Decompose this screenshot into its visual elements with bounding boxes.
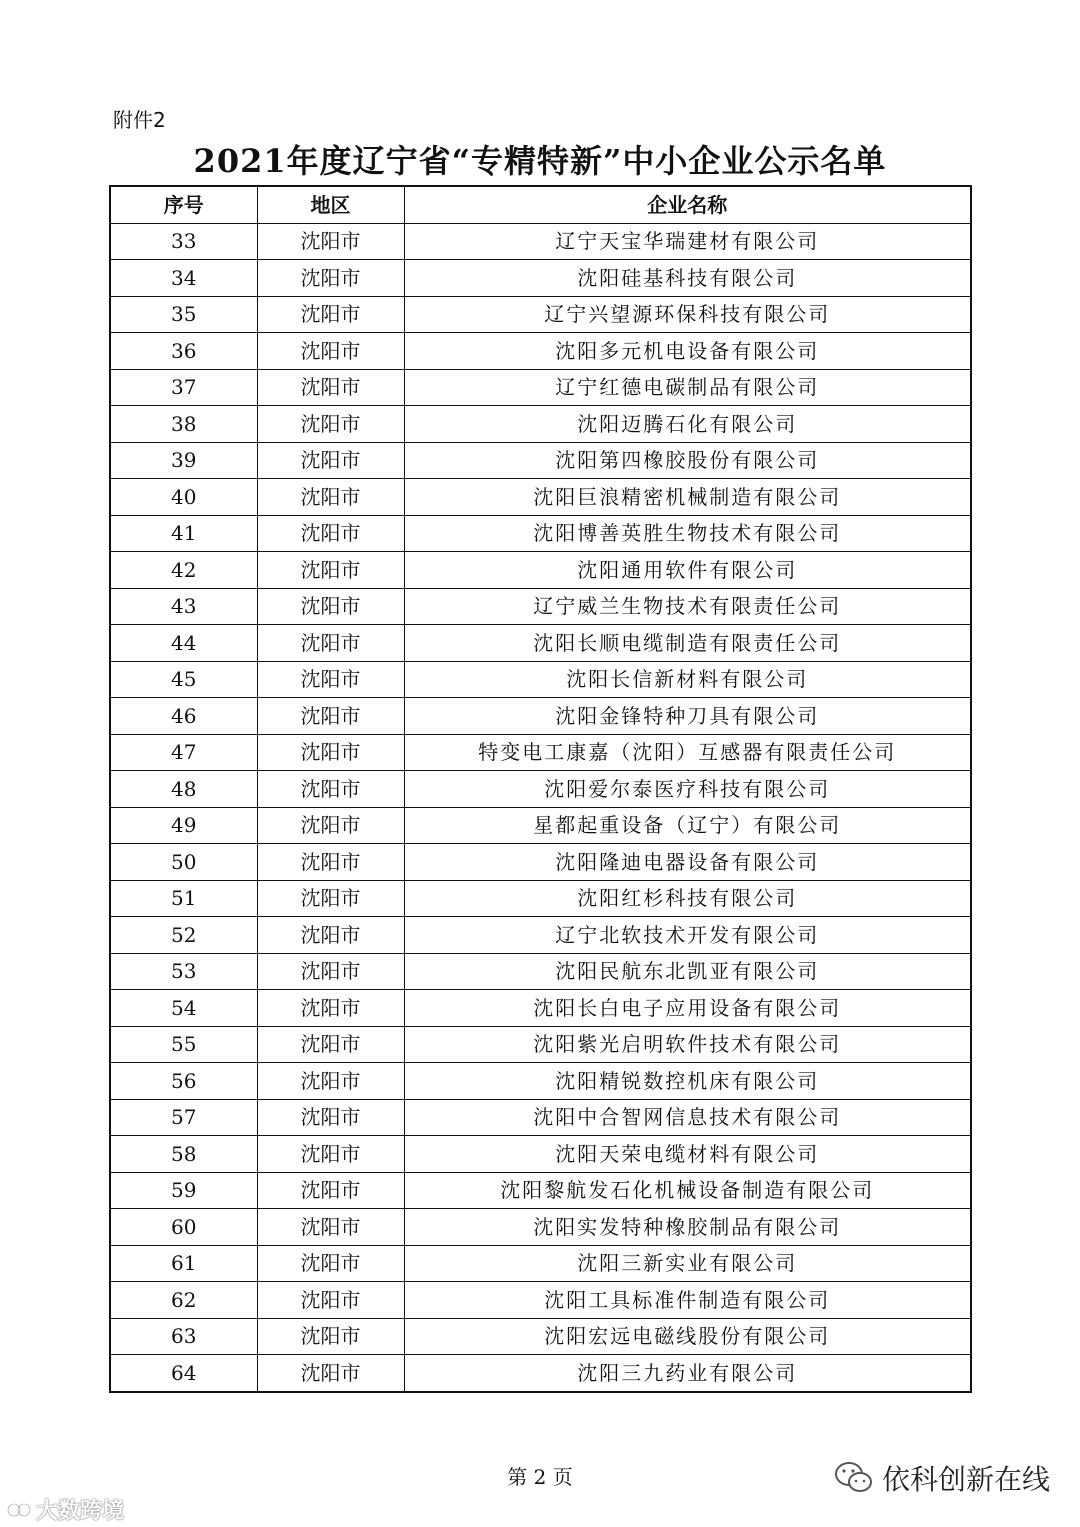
cell-number: 50 bbox=[110, 844, 257, 881]
table-row bbox=[110, 807, 971, 844]
cell-region: 沈阳市 bbox=[257, 807, 404, 844]
cell-number: 45 bbox=[110, 661, 257, 698]
cell-region: 沈阳市 bbox=[257, 588, 404, 625]
cell-company-name: 沈阳宏远电磁线股份有限公司 bbox=[404, 1318, 971, 1355]
table-row bbox=[110, 515, 971, 552]
cell-company-name: 沈阳爱尔泰医疗科技有限公司 bbox=[404, 771, 971, 808]
cell-company-name: 沈阳三新实业有限公司 bbox=[404, 1245, 971, 1282]
cell-number: 53 bbox=[110, 953, 257, 990]
cell-number: 44 bbox=[110, 625, 257, 662]
table-row bbox=[110, 844, 971, 881]
cell-region: 沈阳市 bbox=[257, 990, 404, 1027]
table-row bbox=[110, 698, 971, 735]
table-row bbox=[110, 406, 971, 443]
page-number: 第 2 页 bbox=[507, 1465, 573, 1489]
table-row bbox=[110, 260, 971, 297]
cell-number: 52 bbox=[110, 917, 257, 954]
cell-region: 沈阳市 bbox=[257, 917, 404, 954]
table-row bbox=[110, 1209, 971, 1246]
cell-region: 沈阳市 bbox=[257, 333, 404, 370]
cell-number: 38 bbox=[110, 406, 257, 443]
table-row bbox=[110, 552, 971, 589]
cell-company-name: 沈阳民航东北凯亚有限公司 bbox=[404, 953, 971, 990]
cell-region: 沈阳市 bbox=[257, 406, 404, 443]
table-row bbox=[110, 223, 971, 260]
cell-region: 沈阳市 bbox=[257, 260, 404, 297]
cell-region: 沈阳市 bbox=[257, 1245, 404, 1282]
cell-number: 34 bbox=[110, 260, 257, 297]
cell-company-name: 沈阳三九药业有限公司 bbox=[404, 1355, 971, 1392]
table-row bbox=[110, 917, 971, 954]
table-row bbox=[110, 1172, 971, 1209]
cell-region: 沈阳市 bbox=[257, 953, 404, 990]
cell-number: 49 bbox=[110, 807, 257, 844]
cell-number: 43 bbox=[110, 588, 257, 625]
cell-company-name: 沈阳中合智网信息技术有限公司 bbox=[404, 1099, 971, 1136]
cell-number: 58 bbox=[110, 1136, 257, 1173]
cell-number: 63 bbox=[110, 1318, 257, 1355]
cell-region: 沈阳市 bbox=[257, 661, 404, 698]
cell-company-name: 沈阳硅基科技有限公司 bbox=[404, 260, 971, 297]
cell-company-name: 星都起重设备（辽宁）有限公司 bbox=[404, 807, 971, 844]
cell-region: 沈阳市 bbox=[257, 1172, 404, 1209]
cell-region: 沈阳市 bbox=[257, 515, 404, 552]
cell-region: 沈阳市 bbox=[257, 1136, 404, 1173]
cell-company-name: 沈阳第四橡胶股份有限公司 bbox=[404, 442, 971, 479]
cell-number: 42 bbox=[110, 552, 257, 589]
cell-number: 39 bbox=[110, 442, 257, 479]
cell-company-name: 辽宁威兰生物技术有限责任公司 bbox=[404, 588, 971, 625]
wechat-icon bbox=[834, 1461, 874, 1495]
cell-company-name: 沈阳工具标准件制造有限公司 bbox=[404, 1282, 971, 1319]
cell-number: 41 bbox=[110, 515, 257, 552]
cell-region: 沈阳市 bbox=[257, 1026, 404, 1063]
cell-number: 48 bbox=[110, 771, 257, 808]
table-header-row bbox=[110, 186, 971, 223]
table-row bbox=[110, 625, 971, 662]
cell-number: 56 bbox=[110, 1063, 257, 1100]
cell-company-name: 特变电工康嘉（沈阳）互感器有限责任公司 bbox=[404, 734, 971, 771]
cell-number: 36 bbox=[110, 333, 257, 370]
cell-company-name: 沈阳黎航发石化机械设备制造有限公司 bbox=[404, 1172, 971, 1209]
watermark-left-text: 大数跨境 bbox=[36, 1499, 125, 1524]
table-row bbox=[110, 661, 971, 698]
cell-company-name: 沈阳紫光启明软件技术有限公司 bbox=[404, 1026, 971, 1063]
cell-number: 60 bbox=[110, 1209, 257, 1246]
table-row bbox=[110, 1099, 971, 1136]
table-row bbox=[110, 369, 971, 406]
cell-number: 57 bbox=[110, 1099, 257, 1136]
table-row bbox=[110, 1245, 971, 1282]
watermark-logo-icon bbox=[6, 1500, 32, 1520]
table-row bbox=[110, 1355, 971, 1392]
cell-number: 59 bbox=[110, 1172, 257, 1209]
watermark-left bbox=[6, 1494, 124, 1525]
cell-company-name: 沈阳巨浪精密机械制造有限公司 bbox=[404, 479, 971, 516]
table-row bbox=[110, 296, 971, 333]
table-row bbox=[110, 1136, 971, 1173]
table-row bbox=[110, 990, 971, 1027]
cell-company-name: 沈阳博善英胜生物技术有限公司 bbox=[404, 515, 971, 552]
cell-number: 47 bbox=[110, 734, 257, 771]
table-row bbox=[110, 479, 971, 516]
cell-company-name: 沈阳天荣电缆材料有限公司 bbox=[404, 1136, 971, 1173]
cell-company-name: 沈阳红杉科技有限公司 bbox=[404, 880, 971, 917]
cell-region: 沈阳市 bbox=[257, 442, 404, 479]
table-row bbox=[110, 1318, 971, 1355]
cell-number: 64 bbox=[110, 1355, 257, 1392]
cell-company-name: 沈阳长顺电缆制造有限责任公司 bbox=[404, 625, 971, 662]
cell-region: 沈阳市 bbox=[257, 1209, 404, 1246]
cell-region: 沈阳市 bbox=[257, 844, 404, 881]
cell-company-name: 辽宁北软技术开发有限公司 bbox=[404, 917, 971, 954]
cell-company-name: 沈阳金锋特种刀具有限公司 bbox=[404, 698, 971, 735]
cell-region: 沈阳市 bbox=[257, 1063, 404, 1100]
table-row bbox=[110, 771, 971, 808]
cell-number: 33 bbox=[110, 223, 257, 260]
cell-number: 61 bbox=[110, 1245, 257, 1282]
cell-company-name: 沈阳多元机电设备有限公司 bbox=[404, 333, 971, 370]
table-row bbox=[110, 588, 971, 625]
attachment-label: 附件2 bbox=[113, 108, 166, 132]
cell-region: 沈阳市 bbox=[257, 698, 404, 735]
table-body bbox=[110, 223, 971, 1392]
table-row bbox=[110, 333, 971, 370]
cell-number: 54 bbox=[110, 990, 257, 1027]
table-row bbox=[110, 734, 971, 771]
column-header-number: 序号 bbox=[110, 186, 257, 223]
column-header-company-name: 企业名称 bbox=[404, 186, 971, 223]
cell-number: 51 bbox=[110, 880, 257, 917]
cell-region: 沈阳市 bbox=[257, 625, 404, 662]
cell-region: 沈阳市 bbox=[257, 479, 404, 516]
table-row bbox=[110, 1063, 971, 1100]
cell-company-name: 沈阳迈腾石化有限公司 bbox=[404, 406, 971, 443]
cell-number: 40 bbox=[110, 479, 257, 516]
table-row bbox=[110, 1282, 971, 1319]
cell-company-name: 辽宁红德电碳制品有限公司 bbox=[404, 369, 971, 406]
watermark-right-text: 依科创新在线 bbox=[881, 1463, 1050, 1496]
cell-number: 46 bbox=[110, 698, 257, 735]
table-row bbox=[110, 442, 971, 479]
cell-company-name: 辽宁天宝华瑞建材有限公司 bbox=[404, 223, 971, 260]
cell-region: 沈阳市 bbox=[257, 1355, 404, 1392]
cell-region: 沈阳市 bbox=[257, 369, 404, 406]
watermark-right bbox=[834, 1458, 1050, 1498]
cell-region: 沈阳市 bbox=[257, 771, 404, 808]
cell-region: 沈阳市 bbox=[257, 552, 404, 589]
cell-number: 62 bbox=[110, 1282, 257, 1319]
cell-company-name: 沈阳长信新材料有限公司 bbox=[404, 661, 971, 698]
table-row bbox=[110, 1026, 971, 1063]
cell-region: 沈阳市 bbox=[257, 1318, 404, 1355]
cell-region: 沈阳市 bbox=[257, 880, 404, 917]
cell-region: 沈阳市 bbox=[257, 1282, 404, 1319]
document-title: 2021年度辽宁省“专精特新”中小企业公示名单 bbox=[193, 142, 887, 180]
cell-company-name: 沈阳长白电子应用设备有限公司 bbox=[404, 990, 971, 1027]
table-row bbox=[110, 880, 971, 917]
table-row bbox=[110, 953, 971, 990]
company-list-table bbox=[109, 185, 972, 1393]
cell-region: 沈阳市 bbox=[257, 296, 404, 333]
cell-company-name: 沈阳精锐数控机床有限公司 bbox=[404, 1063, 971, 1100]
cell-number: 35 bbox=[110, 296, 257, 333]
cell-company-name: 沈阳通用软件有限公司 bbox=[404, 552, 971, 589]
cell-company-name: 沈阳隆迪电器设备有限公司 bbox=[404, 844, 971, 881]
cell-company-name: 辽宁兴望源环保科技有限公司 bbox=[404, 296, 971, 333]
cell-number: 55 bbox=[110, 1026, 257, 1063]
cell-number: 37 bbox=[110, 369, 257, 406]
cell-region: 沈阳市 bbox=[257, 734, 404, 771]
cell-company-name: 沈阳实发特种橡胶制品有限公司 bbox=[404, 1209, 971, 1246]
column-header-region: 地区 bbox=[257, 186, 404, 223]
cell-region: 沈阳市 bbox=[257, 223, 404, 260]
cell-region: 沈阳市 bbox=[257, 1099, 404, 1136]
